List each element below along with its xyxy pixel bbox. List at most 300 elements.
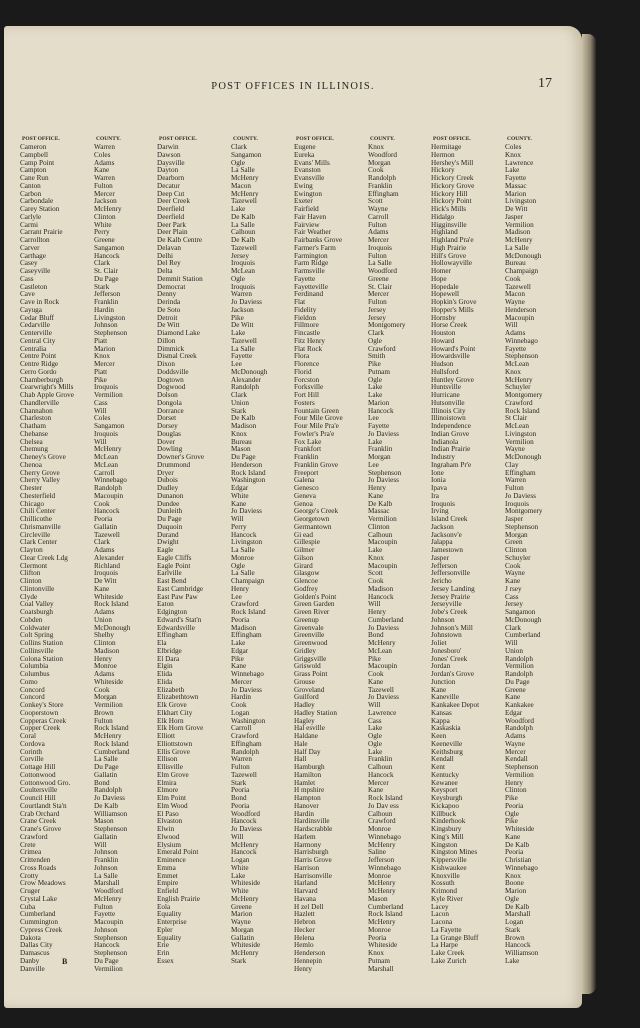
county-name: Rock Island <box>368 910 403 919</box>
post-office-name: Daysville <box>157 158 185 167</box>
post-office-name: Greenup <box>294 615 319 624</box>
post-office-name: Girard <box>294 561 313 570</box>
post-office-name: Evansville <box>294 174 325 182</box>
post-office-name: Evans' Mills <box>294 158 330 167</box>
county-name: Bond <box>231 794 247 802</box>
county-name: Winnebago <box>368 832 401 841</box>
county-name: Clark <box>94 538 110 547</box>
post-office-name: Dowling <box>157 445 183 454</box>
post-office-name: Hal esville <box>294 724 325 733</box>
county-name: White <box>231 887 249 895</box>
county-name: Cumberland <box>94 747 130 756</box>
county-name: La Salle <box>231 166 255 175</box>
post-office-name: Cross Roads <box>20 863 57 872</box>
county-name: Will <box>94 406 107 415</box>
county-name: McDonough <box>231 367 268 376</box>
post-office-name: Hadley <box>294 701 315 709</box>
post-office-header: POST OFFICE. <box>296 136 334 142</box>
post-office-name: Hickory Hill <box>431 189 468 198</box>
post-office-name: Colona Station <box>20 654 63 663</box>
post-office-name: Keysport <box>431 786 458 795</box>
county-name: Pike <box>505 794 518 802</box>
post-office-name: Fidelity <box>294 305 317 314</box>
post-office-name: Ferdinand <box>294 290 324 299</box>
county-name: Woodford <box>505 716 534 725</box>
post-office-name: Channahon <box>20 406 53 415</box>
post-office-name: Jalappa <box>431 538 453 547</box>
list-item <box>157 260 294 268</box>
county-name: Whiteside <box>368 941 398 950</box>
county-name: Pike <box>368 654 381 663</box>
post-office-name: Clifton <box>20 569 41 578</box>
post-office-name: Chelsea <box>20 437 43 446</box>
post-office-name: Coldwater <box>20 623 50 632</box>
county-name: Edgar <box>505 708 523 717</box>
post-office-name: Dorset <box>157 414 177 423</box>
county-name: Mason <box>231 445 251 454</box>
post-office-name: Deerfield <box>157 205 185 213</box>
post-office-name: Deerfield <box>157 212 185 221</box>
county-name: McHenry <box>94 732 122 740</box>
county-name: Knox <box>368 143 384 151</box>
list-item <box>20 253 157 261</box>
post-office-name: Fair Weather <box>294 228 332 237</box>
post-office-name: Georgetown <box>294 515 330 523</box>
page-edge <box>582 34 596 994</box>
county-name: Iroquois <box>94 383 118 392</box>
post-office-name: Highland <box>431 228 458 237</box>
county-name: Livingston <box>505 429 537 438</box>
county-name: Bureau <box>505 259 526 268</box>
county-name: Hancock <box>231 848 257 857</box>
county-name: Lee <box>368 414 379 423</box>
county-name: Kankakee <box>505 701 534 709</box>
post-office-name: Elizabeth <box>157 685 185 694</box>
list-item <box>157 408 294 416</box>
county-name: Stephenson <box>94 825 128 833</box>
county-name: Hancock <box>231 817 257 826</box>
list-item <box>157 935 294 943</box>
post-office-name: Island Creek <box>431 515 468 523</box>
county-name: Randolph <box>368 174 396 182</box>
county-name: Mercer <box>368 290 389 299</box>
list-item <box>294 749 431 757</box>
county-name: Whiteside <box>94 677 124 686</box>
post-office-name: La Fayette <box>431 925 462 934</box>
county-name: Hancock <box>505 941 531 950</box>
post-office-name: Delhi <box>157 251 173 260</box>
county-name: Kane <box>231 662 247 671</box>
post-office-name: Coal Valley <box>20 600 54 609</box>
post-office-name: Enterprise <box>157 918 187 926</box>
list-item <box>431 896 568 904</box>
post-office-name: Fowler's Pra'e <box>294 429 335 438</box>
county-name: Marshall <box>94 879 120 888</box>
post-office-name: Hickory Creek <box>431 174 474 182</box>
post-office-name: Castleton <box>20 282 48 291</box>
county-name: Henry <box>505 778 523 787</box>
post-office-name: Kendall <box>431 755 454 764</box>
county-name: Greene <box>505 685 526 694</box>
county-name: McHenry <box>368 918 396 926</box>
list-item <box>20 284 157 292</box>
post-office-name: Hollowayville <box>431 259 473 268</box>
county-name: Champaign <box>231 577 265 585</box>
county-name: Will <box>368 600 381 609</box>
county-name: Jackson <box>231 305 254 314</box>
post-office-name: Clark Center <box>20 538 57 547</box>
post-office-name: Cerro Gordo <box>20 367 57 376</box>
post-office-name: Four Mile Pra'e <box>294 422 339 430</box>
county-name: Morgan <box>368 158 391 167</box>
post-office-name: Kickapoo <box>431 801 459 810</box>
county-name: McHenry <box>94 894 122 903</box>
county-name: Fulton <box>94 716 113 725</box>
post-office-header: POST OFFICE. <box>159 136 197 142</box>
post-office-name: East Cambridge <box>157 584 204 593</box>
post-office-name: Godfrey <box>294 584 318 593</box>
post-office-name: Hickory Grove <box>431 181 475 190</box>
post-office-name: Knoxville <box>431 871 460 880</box>
county-name: Peoria <box>94 515 113 523</box>
post-office-name: Ela <box>157 639 167 647</box>
county-name: Carroll <box>94 468 115 477</box>
post-office-name: Elk Grove <box>157 701 187 709</box>
county-name: Iroquois <box>94 569 118 578</box>
county-name: Rock Island <box>231 608 266 616</box>
county-name: Vermilion <box>94 964 123 973</box>
county-name: Knox <box>231 429 247 438</box>
county-name: Randolph <box>231 383 259 392</box>
county-name: Lake <box>505 166 520 175</box>
post-office-name: Clayton <box>20 546 43 554</box>
county-name: Monroe <box>368 825 391 833</box>
post-office-name: Ellison <box>157 755 178 764</box>
county-name: Fulton <box>368 251 387 260</box>
post-office-name: Elwin <box>157 825 175 833</box>
list-item <box>20 671 157 679</box>
county-name: Marion <box>368 398 390 407</box>
post-office-name: Crotty <box>20 871 39 880</box>
county-name: Livingston <box>231 538 263 547</box>
county-name: Edgar <box>231 646 249 655</box>
post-office-name: Del Rey <box>157 259 181 268</box>
county-name: Jo Daviess <box>231 685 262 694</box>
county-name: Madison <box>231 623 257 632</box>
post-office-name: Harrisonville <box>294 871 332 880</box>
county-name: Cook <box>368 670 384 678</box>
county-name: Vermilion <box>505 220 534 229</box>
post-office-name: La Harpe <box>431 941 458 950</box>
list-item <box>294 966 431 974</box>
county-name: Lake <box>368 437 383 446</box>
county-header: COUNTY. <box>233 136 258 142</box>
post-office-name: Fairbanks Grove <box>294 236 343 244</box>
county-name: Woodford <box>231 809 260 818</box>
county-name: Marion <box>505 189 527 198</box>
list-item <box>20 950 157 958</box>
county-name: Fayette <box>505 344 527 353</box>
post-office-name: Exeter <box>294 197 313 206</box>
post-office-name: Dogtown <box>157 375 184 384</box>
county-name: La Salle <box>231 220 255 229</box>
post-office-name: Hopper's Mills <box>431 305 474 314</box>
county-name: McHenry <box>368 879 396 888</box>
county-name: Effingham <box>505 468 536 477</box>
county-name: Henry <box>368 484 386 492</box>
post-office-name: Chester <box>20 484 42 492</box>
county-name: Mason <box>368 894 388 903</box>
county-name: Jersey <box>368 305 386 314</box>
list-item <box>431 547 568 555</box>
post-office-name: Eugene <box>294 143 316 151</box>
post-office-name: Cypress Creek <box>20 925 63 934</box>
county-name: Fulton <box>94 902 113 911</box>
post-office-name: Hazlett <box>294 910 315 919</box>
county-name: Sangamon <box>231 150 262 159</box>
county-name: Marion <box>505 887 527 895</box>
post-office-name: Freeport <box>294 468 319 477</box>
county-name: Madison <box>505 228 531 237</box>
county-name: Tazewell <box>231 243 257 252</box>
county-name: Whiteside <box>231 941 261 950</box>
list-item <box>431 485 568 493</box>
post-office-name: Hardscrabble <box>294 825 333 833</box>
page-header: POST OFFICES IN ILLINOIS. <box>211 81 375 92</box>
list-item <box>294 346 431 354</box>
county-name: Clinton <box>505 786 527 795</box>
county-name: Du Page <box>231 453 256 461</box>
county-name: Alexander <box>94 553 124 562</box>
county-name: Du Page <box>505 677 530 686</box>
county-name: Franklin <box>94 298 119 306</box>
post-office-name: Hutsonville <box>431 398 465 407</box>
post-office-name: Jersey Landing <box>431 584 475 593</box>
post-office-name: Glencoe <box>294 577 318 585</box>
post-office-name: Farmsville <box>294 267 325 275</box>
post-office-name: Hershey's Mill <box>431 158 474 167</box>
post-office-name: Hope <box>431 274 447 283</box>
county-name: Macoupin <box>94 491 124 500</box>
county-name: Jackson <box>94 197 117 206</box>
county-name: Peoria <box>505 801 524 810</box>
post-office-name: Columbia <box>20 662 49 671</box>
post-office-name: Carmi <box>20 220 38 229</box>
post-office-name: Danville <box>20 964 45 973</box>
post-office-name: Keysburgh <box>431 794 463 802</box>
county-name: Livingston <box>94 313 126 322</box>
list-item <box>294 470 431 478</box>
post-office-name: Dillon <box>157 336 176 345</box>
list-item <box>157 539 294 547</box>
post-office-name: Deep Cut <box>157 189 185 198</box>
post-office-name: Hopedale <box>431 282 459 291</box>
county-name: Cook <box>94 685 110 694</box>
county-name: Jasper <box>505 212 523 221</box>
county-name: Effingham <box>231 739 262 748</box>
county-name: Calhoun <box>231 228 256 237</box>
county-name: Will <box>231 832 244 841</box>
county-name: Vermilion <box>505 770 534 779</box>
county-name: Tazewell <box>231 770 257 779</box>
county-name: St. Clair <box>94 267 118 275</box>
post-office-name: Elwood <box>157 832 180 841</box>
county-name: Hardin <box>231 693 251 702</box>
county-name: Rock Island <box>505 406 540 415</box>
county-name: Johnson <box>94 848 118 857</box>
post-office-name: Drummond <box>157 460 191 469</box>
post-office-name: Hopewell <box>431 290 459 299</box>
county-name: Gallatin <box>94 770 118 779</box>
county-name: Coles <box>505 143 522 151</box>
post-office-name: Copper Creek <box>20 724 61 733</box>
county-name: Lake <box>505 956 520 965</box>
post-office-name: Campbell <box>20 150 48 159</box>
post-office-name: Gridley <box>294 646 316 655</box>
post-office-name: Dakota <box>20 933 41 942</box>
list-item <box>20 268 157 276</box>
post-office-name: De Witt <box>157 321 180 330</box>
post-office-name: Chrismanville <box>20 522 61 531</box>
post-office-name: Copperas Creek <box>20 716 67 725</box>
directory-columns <box>20 136 568 973</box>
county-name: Mercer <box>368 778 389 787</box>
county-name: Warren <box>505 476 526 485</box>
post-office-name: Johnson's Mill <box>431 623 473 632</box>
post-office-name: Carrant Prairie <box>20 228 63 237</box>
post-office-name: Dunleith <box>157 507 183 516</box>
list-item <box>294 935 431 943</box>
post-office-name: Forksville <box>294 383 324 392</box>
county-name: Franklin <box>94 856 119 864</box>
county-name: Hancock <box>94 507 120 516</box>
county-name: Randolph <box>231 747 259 756</box>
county-name: Iroquois <box>231 282 255 291</box>
post-office-name: Centre Point <box>20 352 57 361</box>
post-office-name: El Paso <box>157 809 179 818</box>
post-office-name: Half Day <box>294 747 321 756</box>
post-office-name: Carbondale <box>20 197 54 206</box>
post-office-name: Damascus <box>20 949 50 957</box>
post-office-name: Dorrance <box>157 406 184 415</box>
county-name: Iroquois <box>231 259 255 268</box>
county-name: Will <box>94 840 107 849</box>
county-name: Monroe <box>368 871 391 880</box>
county-name: J rsey <box>505 584 522 593</box>
post-office-name: Hardinsville <box>294 817 330 826</box>
county-name: Cook <box>231 701 247 709</box>
post-office-name: H zel Dell <box>294 902 324 911</box>
post-office-name: Lake Zurich <box>431 956 467 965</box>
list-item <box>20 725 157 733</box>
county-name: Champaign <box>505 267 539 275</box>
county-name: McHenry <box>231 949 259 957</box>
county-name: Logan <box>505 918 524 926</box>
post-office-name: Dover <box>157 437 175 446</box>
post-office-name: Kingston Mines <box>431 848 478 857</box>
county-name: McLean <box>94 453 118 461</box>
post-office-name: Effingham <box>157 631 188 640</box>
county-name: Lake <box>368 747 383 756</box>
post-office-name: Dayton <box>157 166 179 175</box>
county-name: Jo Daviess <box>368 623 399 632</box>
county-name: Kane <box>505 693 521 702</box>
post-office-name: Elm Point <box>157 794 186 802</box>
post-office-name: Jefferson <box>431 561 458 570</box>
county-name: Saline <box>368 848 386 857</box>
county-name: Union <box>94 615 112 624</box>
county-name: Kane <box>505 832 521 841</box>
list-item <box>431 632 568 640</box>
post-office-name: East Paw Paw <box>157 592 198 601</box>
post-office-name: Helena <box>294 933 315 942</box>
county-name: Stark <box>94 282 110 291</box>
county-name: Warren <box>94 143 115 151</box>
county-name: Fulton <box>505 484 524 492</box>
county-name: Mason <box>94 817 114 826</box>
county-name: Fulton <box>368 220 387 229</box>
post-office-name: Hampton <box>294 794 321 802</box>
county-name: Wayne <box>505 445 525 454</box>
list-item <box>157 950 294 958</box>
post-office-name: Haldane <box>294 732 318 740</box>
county-name: Adams <box>94 670 115 678</box>
county-name: Greene <box>368 274 389 283</box>
list-item <box>431 260 568 268</box>
county-name: Logan <box>231 708 250 717</box>
county-name: Madison <box>368 584 394 593</box>
county-header: COUNTY. <box>507 136 532 142</box>
post-office-name: Industry <box>431 453 455 461</box>
county-name: Tazewell <box>94 530 120 539</box>
post-office-name: Dongola <box>157 398 182 407</box>
county-name: McDonough <box>505 453 542 461</box>
county-name: Ogle <box>505 894 519 903</box>
county-name: Morgan <box>94 693 117 702</box>
county-name: Mercer <box>231 677 252 686</box>
post-office-name: Fillmore <box>294 321 319 330</box>
post-office-name: Independence <box>431 422 471 430</box>
county-name: Vermilion <box>368 515 397 523</box>
county-name: Sangamon <box>94 243 125 252</box>
county-name: Fayette <box>231 352 253 361</box>
post-office-name: Howard <box>431 336 455 345</box>
post-office-name: Cruger <box>20 887 40 895</box>
county-name: Lee <box>368 460 379 469</box>
county-name: Ogle <box>368 336 382 345</box>
county-name: Johnson <box>94 321 118 330</box>
county-name: Iroquois <box>94 429 118 438</box>
post-office-name: Delta <box>157 267 173 275</box>
county-name: Schuyler <box>505 553 531 562</box>
county-name: Jersey <box>505 600 523 609</box>
county-name: Calhoun <box>368 809 393 818</box>
post-office-name: Dogwood <box>157 383 186 392</box>
post-office-name: Kingsbury <box>431 825 462 833</box>
post-office-name: Cedarville <box>20 321 50 330</box>
county-name: Wayne <box>368 205 388 213</box>
post-office-name: Flat Rock <box>294 344 323 353</box>
county-name: Cass <box>505 592 519 601</box>
list-item <box>20 563 157 571</box>
county-name: Jo Dav ess <box>368 801 399 810</box>
post-office-name: Florid <box>294 367 312 376</box>
post-office-name: Clinton <box>20 577 42 585</box>
list-item <box>157 431 294 439</box>
post-office-name: Demmit Station <box>157 274 203 283</box>
post-office-name: Lacon <box>431 910 449 919</box>
post-office-name: Fairfield <box>294 205 319 213</box>
